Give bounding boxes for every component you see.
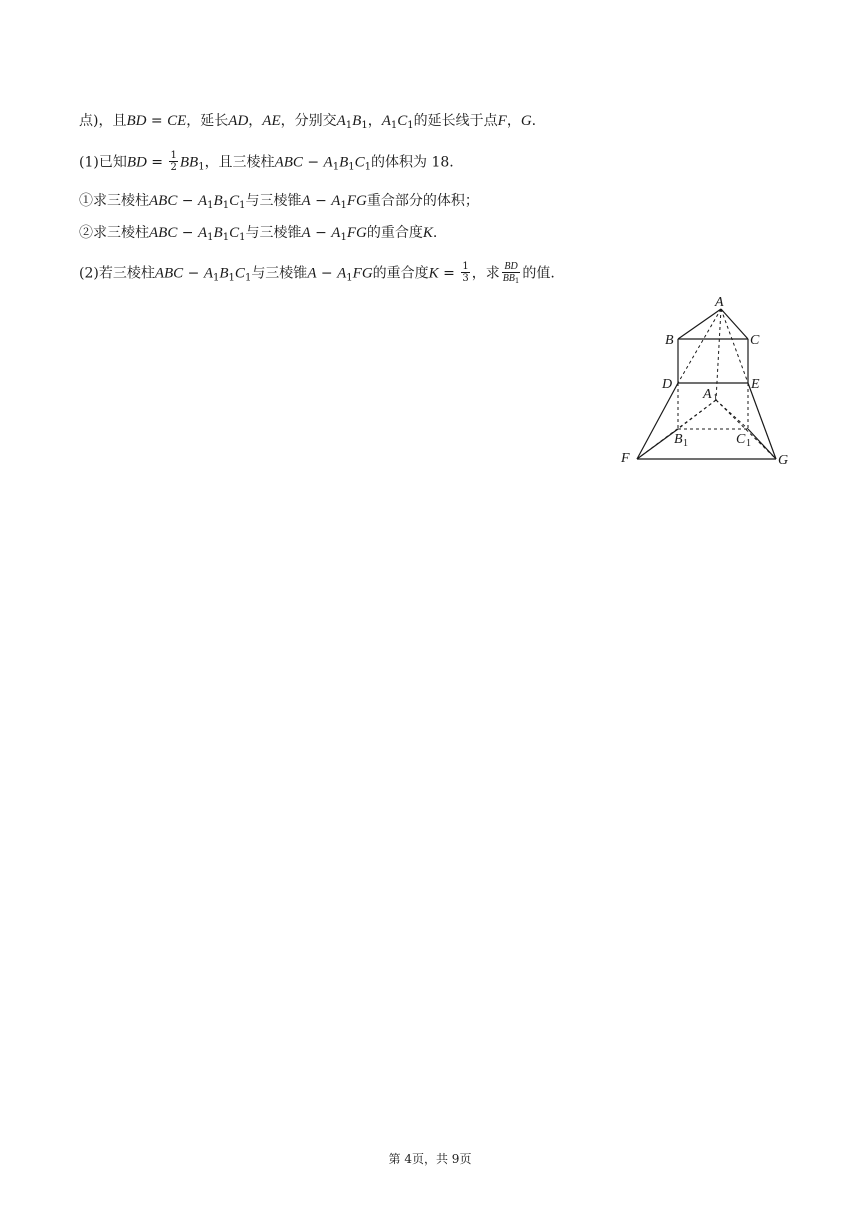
subscript: 1: [390, 120, 398, 131]
math-var: C: [229, 193, 240, 209]
edge-ac: [721, 309, 748, 339]
problem-sub-1: [79, 191, 479, 211]
math-var: B: [213, 193, 223, 209]
math-op: −: [302, 154, 324, 171]
math-var: A: [197, 193, 208, 209]
math-var: B: [352, 113, 362, 129]
text: ，且三棱柱: [204, 154, 275, 171]
label-b1-sub: 1: [683, 438, 688, 449]
math-var: G: [520, 113, 532, 129]
math-op: −: [177, 193, 198, 209]
label-d: D: [662, 377, 673, 392]
text: ，: [367, 113, 382, 129]
fraction-numerator: 1: [462, 261, 469, 272]
edge-gc1: [748, 429, 776, 459]
math-var: C: [397, 113, 408, 129]
math-op: −: [310, 193, 332, 209]
math-var: BD: [126, 113, 147, 129]
text: .: [432, 225, 438, 241]
math-var: CE: [167, 113, 187, 129]
math-var: A: [301, 225, 311, 241]
edge-eg: [748, 383, 776, 459]
math-var: C: [234, 265, 245, 282]
problem-part-1: [79, 151, 454, 174]
subscript: 1: [407, 120, 414, 131]
math-var: ABC: [274, 154, 303, 171]
math-var: FG: [346, 225, 367, 241]
edge-a-a1: [716, 309, 721, 400]
math-var: A: [381, 113, 391, 129]
subscript: 1: [207, 232, 214, 243]
text: 的值.: [522, 265, 555, 282]
edge-ae-dashed: [721, 309, 748, 383]
math-var: FG: [346, 193, 367, 209]
text: 的重合度: [366, 225, 423, 241]
fraction-denominator: BB: [502, 273, 515, 284]
math-op: −: [310, 225, 332, 241]
math-var: A: [331, 193, 341, 209]
text: ，: [248, 113, 263, 129]
subscript: 1: [239, 232, 246, 243]
math-var: BB: [179, 154, 199, 171]
math-var: A: [336, 113, 346, 129]
problem-sub-2: [79, 223, 437, 243]
subscript: 1: [361, 120, 368, 131]
subscript: 1: [332, 161, 340, 173]
math-var: B: [339, 154, 349, 171]
fraction: [169, 150, 177, 173]
subscript: 1: [198, 161, 205, 173]
label-a1-sub: 1: [713, 393, 718, 404]
text: (1)已知: [79, 154, 127, 171]
fraction: [461, 261, 469, 284]
subscript: 1: [207, 200, 214, 211]
math-var: ABC: [149, 225, 178, 241]
label-c1-sub: 1: [746, 438, 751, 449]
math-var: C: [229, 225, 240, 241]
math-var: F: [497, 113, 507, 129]
math-var: ABC: [149, 193, 178, 209]
subscript: 1: [228, 272, 235, 284]
math-var: A: [331, 225, 341, 241]
math-var: K: [428, 265, 439, 282]
subscript: 1: [348, 161, 355, 173]
math-var: A: [203, 265, 213, 282]
geometry-figure: [615, 290, 800, 475]
math-var: A: [337, 265, 347, 282]
subscript: 1: [346, 272, 353, 284]
label-f: F: [621, 451, 630, 466]
math-var: A: [323, 154, 333, 171]
subscript: 1: [340, 200, 347, 211]
text: .: [531, 113, 537, 129]
subscript: 1: [222, 200, 230, 211]
subscript: 1: [514, 277, 520, 285]
label-b1: B: [674, 432, 683, 447]
math-op: =: [146, 113, 168, 129]
fraction-numerator: BD: [504, 261, 518, 272]
label-e: E: [751, 377, 760, 392]
math-op: =: [438, 265, 460, 282]
fraction-denominator: 2: [170, 162, 177, 173]
text: 与三棱锥: [245, 225, 302, 241]
edge-ab: [678, 309, 721, 339]
text: 与三棱锥: [245, 193, 302, 209]
math-var: ABC: [154, 265, 184, 282]
text: ，: [506, 113, 521, 129]
label-a1: A: [703, 387, 712, 402]
subscript: 1: [364, 161, 372, 173]
edge-df: [637, 383, 678, 459]
text: 的重合度: [372, 265, 429, 282]
math-var: B: [219, 265, 229, 282]
text: ，求: [471, 265, 500, 282]
label-g: G: [778, 453, 789, 468]
math-var: K: [422, 225, 433, 241]
text: ，分别交: [280, 113, 337, 129]
text: 的体积为 18.: [371, 154, 454, 171]
problem-part-2: [79, 262, 555, 285]
subscript: 1: [345, 120, 353, 131]
text: 点)，且: [79, 113, 127, 129]
math-op: −: [183, 265, 204, 282]
text: 重合部分的体积；: [366, 193, 479, 209]
text: 的延长线于点: [413, 113, 498, 129]
math-var: A: [197, 225, 208, 241]
text: ②求三棱柱: [79, 225, 149, 241]
text: 与三棱锥: [251, 265, 308, 282]
subscript: 1: [340, 232, 347, 243]
text: ，延长: [186, 113, 229, 129]
subscript: 1: [222, 232, 230, 243]
fraction-denominator: 3: [462, 273, 469, 284]
math-op: =: [146, 154, 168, 171]
label-c1: C: [736, 432, 746, 447]
math-var: A: [301, 193, 311, 209]
math-var: FG: [352, 265, 373, 282]
math-op: −: [316, 265, 338, 282]
fraction-numerator: 1: [170, 150, 177, 161]
math-var: C: [354, 154, 365, 171]
problem-line-1: [79, 111, 536, 131]
text: ①求三棱柱: [79, 193, 149, 209]
subscript: 1: [213, 272, 220, 284]
label-b: B: [665, 333, 674, 348]
math-op: −: [177, 225, 198, 241]
page-footer: 第 4页，共 9页: [388, 1152, 472, 1166]
math-var: AD: [228, 113, 249, 129]
math-var: B: [213, 225, 223, 241]
edge-ad-dashed: [678, 309, 721, 383]
math-var: A: [307, 265, 317, 282]
label-c: C: [750, 333, 760, 348]
label-a: A: [715, 295, 724, 310]
fraction-bd-over-bb1: [502, 261, 521, 284]
subscript: 1: [239, 200, 246, 211]
text: (2)若三棱柱: [79, 265, 155, 282]
math-var: AE: [262, 113, 281, 129]
math-var: BD: [126, 154, 147, 171]
subscript: 1: [244, 272, 252, 284]
